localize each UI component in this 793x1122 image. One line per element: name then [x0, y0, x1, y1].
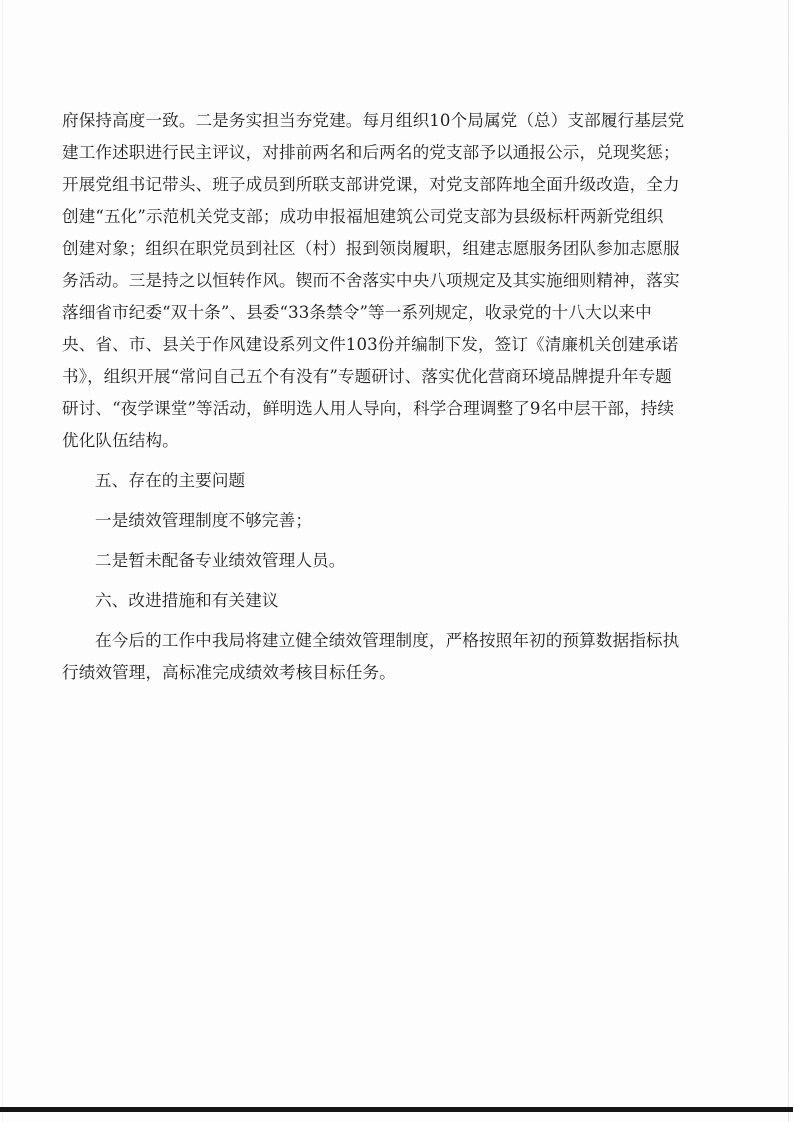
text-line: 优化队伍结构。 — [62, 431, 179, 450]
text-line: 央、省、市、县关于作风建设系列文件103份并编制下发，签订《清廉机关创建承诺 — [62, 335, 679, 354]
paragraph-gap — [62, 617, 732, 625]
paragraph-improvement-measures — [62, 625, 732, 689]
paragraph-gap — [62, 577, 732, 585]
problem-item-1: 一是绩效管理制度不够完善； — [95, 511, 313, 530]
scan-edge-left — [2, 0, 3, 1122]
paragraph-gap — [62, 537, 732, 545]
text-line: 行绩效管理，高标准完成绩效考核目标任务。 — [62, 663, 396, 682]
text-line: 书》，组织开展“常问自己五个有没有”专题研讨、落实优化营商环境品牌提升年专题 — [62, 367, 672, 386]
paragraph-gap — [62, 457, 732, 465]
document-body — [62, 105, 732, 689]
scan-bottom-border — [0, 1107, 793, 1112]
text-line: 在今后的工作中我局将建立健全绩效管理制度，严格按照年初的预算数据指标执 — [95, 631, 680, 650]
text-line: 落细省市纪委“双十条”、县委“33条禁令”等一系列规定，收录党的十八大以来中 — [62, 303, 652, 322]
paragraph-party-building — [62, 105, 732, 457]
text-line: 务活动。三是持之以恒转作风。锲而不舍落实中央八项规定及其实施细则精神，落实 — [62, 271, 680, 290]
section-heading-improvements: 六、改进措施和有关建议 — [95, 591, 279, 610]
text-line: 建工作述职进行民主评议，对排前两名和后两名的党支部予以通报公示，兑现奖惩； — [62, 143, 680, 162]
section-heading-main-problems: 五、存在的主要问题 — [95, 471, 246, 490]
paragraph-gap — [62, 497, 732, 505]
problem-item-2: 二是暂未配备专业绩效管理人员。 — [95, 551, 346, 570]
text-line: 府保持高度一致。二是务实担当夯党建。每月组织10个局属党（总）支部履行基层党 — [62, 111, 685, 130]
scan-edge-right — [788, 0, 789, 1122]
text-line: 创建对象；组织在职党员到社区（村）报到领岗履职，组建志愿服务团队参加志愿服 — [62, 239, 680, 258]
text-line: 研讨、“夜学课堂”等活动，鲜明选人用人导向，科学合理调整了9名中层干部，持续 — [62, 399, 675, 418]
text-line: 开展党组书记带头、班子成员到所联支部讲党课，对党支部阵地全面升级改造，全力 — [62, 175, 680, 194]
text-line: 创建“五化”示范机关党支部；成功申报福旭建筑公司党支部为县级标杆两新党组织 — [62, 207, 664, 226]
